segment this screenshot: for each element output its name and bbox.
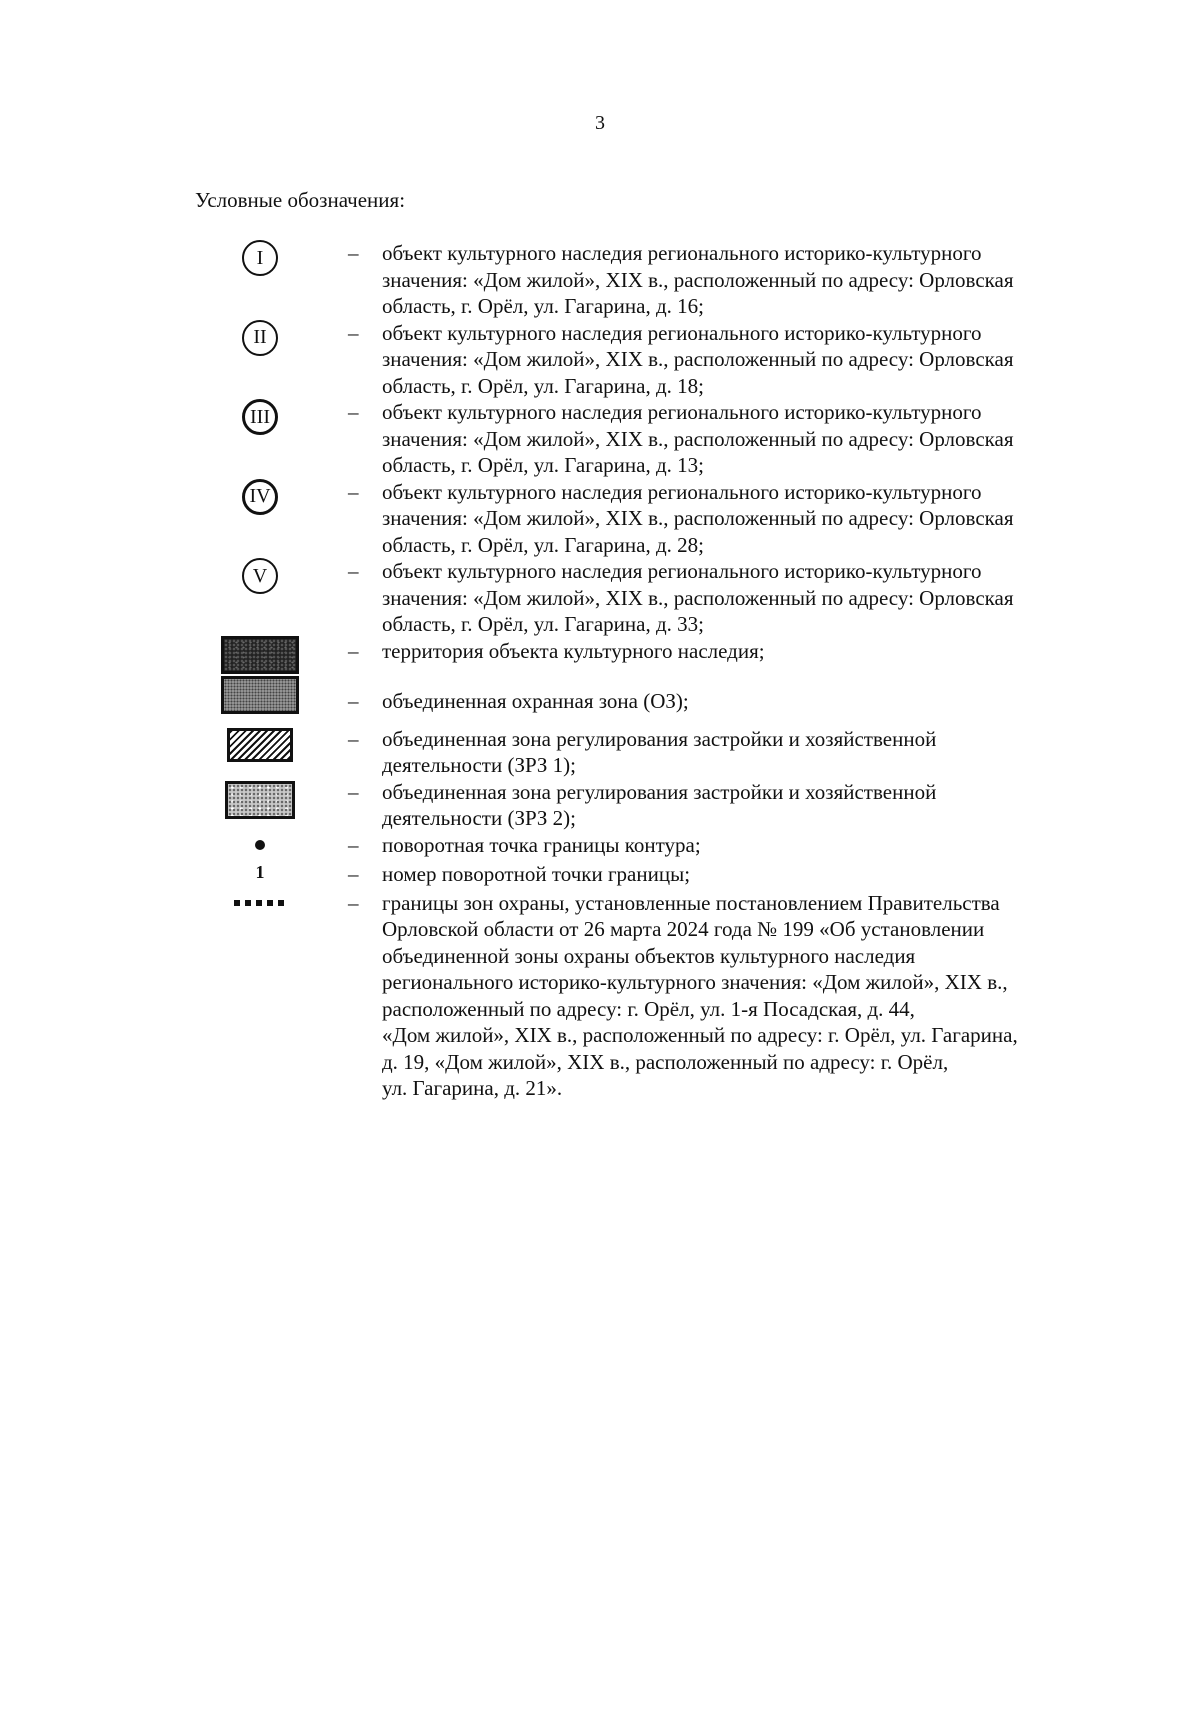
- dash: –: [348, 861, 359, 886]
- legend-item-text: границы зон охраны, установленные постановлением Правительства Орловской области от 26 марта 2024 года № 199 «Об установлении объединенной зоны охраны объектов культурного наследия регионального историко-культурного значения: «Дом жилой», XIX в., расположенный по адресу: г. Орёл, ул. 1-я Посадская, д. 44, «Дом жилой», XIX в., расположенный по адресу: г. Орёл, ул. Гагарина, д. 19, «Дом жилой», XIX в., расположенный по адресу: г. Орёл, ул. Гагарина, д. 21».: [382, 890, 1018, 1100]
- dash: –: [348, 726, 359, 751]
- legend-item-text: объединенная охранная зона (ОЗ);: [382, 688, 689, 713]
- dash: –: [348, 320, 359, 345]
- legend-item-text: территория объекта культурного наследия;: [382, 638, 765, 663]
- legend-item-territory: [0, 638, 1200, 680]
- dash: –: [348, 400, 359, 424]
- legend-item-text: поворотная точка границы контура;: [382, 832, 701, 857]
- legend-item-text: объединенная зона регулирования застройки и хозяйственной деятельности (ЗРЗ 1);: [382, 726, 937, 777]
- dash: –: [348, 638, 359, 663]
- legend: [0, 240, 1200, 1102]
- territory-swatch-icon: [221, 636, 299, 674]
- legend-item-object-iii: [0, 399, 1200, 479]
- legend-item-text: объект культурного наследия регионального историко-культурного значения: «Дом жилой», XIX в., расположенный по адресу: Орловская область, г. Орёл, ул. Гагарина, д. 18;: [382, 320, 1014, 398]
- dash: –: [348, 779, 359, 804]
- legend-item-object-v: [0, 558, 1200, 638]
- zrz1-swatch-icon: [227, 728, 293, 762]
- zrz2-swatch-icon: [225, 781, 295, 819]
- legend-item-zrz1: [0, 726, 1200, 779]
- dash: –: [348, 559, 359, 583]
- dash: –: [348, 688, 359, 713]
- page-number: 3: [595, 112, 605, 134]
- legend-item-object-ii: [0, 320, 1200, 400]
- legend-item-zrz2: [0, 779, 1200, 832]
- object-marker-i-icon: I: [242, 240, 278, 276]
- dash: –: [348, 890, 359, 915]
- object-marker-ii-icon: II: [242, 320, 278, 356]
- dash: –: [348, 832, 359, 857]
- legend-item-text: объединенная зона регулирования застройки и хозяйственной деятельности (ЗРЗ 2);: [382, 779, 937, 830]
- legend-item-protection-zone: [0, 680, 1200, 726]
- point-number-symbol: 1: [255, 861, 265, 882]
- legend-item-text: объект культурного наследия регионального историко-культурного значения: «Дом жилой», XIX в., расположенный по адресу: Орловская область, г. Орёл, ул. Гагарина, д. 33;: [382, 559, 1014, 636]
- legend-item-text: объект культурного наследия регионального историко-культурного значения: «Дом жилой», XIX в., расположенный по адресу: Орловская область, г. Орёл, ул. Гагарина, д. 28;: [382, 479, 1014, 557]
- legend-title: Условные обозначения:: [195, 188, 406, 212]
- legend-item-text: номер поворотной точки границы;: [382, 861, 691, 886]
- object-marker-v-icon: V: [242, 558, 278, 594]
- legend-item-zone-boundaries: [0, 890, 1200, 1102]
- dashed-boundary-line-icon: [234, 900, 286, 906]
- legend-item-text: объект культурного наследия регионального историко-культурного значения: «Дом жилой», XIX в., расположенный по адресу: Орловская область, г. Орёл, ул. Гагарина, д. 13;: [382, 400, 1014, 477]
- object-marker-iii-icon: III: [242, 399, 278, 435]
- dash: –: [348, 241, 359, 265]
- protection-zone-swatch-icon: [221, 676, 299, 714]
- legend-item-object-iv: [0, 479, 1200, 559]
- dash: –: [348, 479, 359, 504]
- legend-item-text: объект культурного наследия регионального историко-культурного значения: «Дом жилой», XIX в., расположенный по адресу: Орловская область, г. Орёл, ул. Гагарина, д. 16;: [382, 241, 1014, 318]
- object-marker-iv-icon: IV: [242, 479, 278, 515]
- legend-item-point-number: [0, 861, 1200, 890]
- legend-item-turning-point: [0, 832, 1200, 861]
- turning-point-dot-icon: [255, 840, 265, 850]
- legend-item-object-i: [0, 240, 1200, 320]
